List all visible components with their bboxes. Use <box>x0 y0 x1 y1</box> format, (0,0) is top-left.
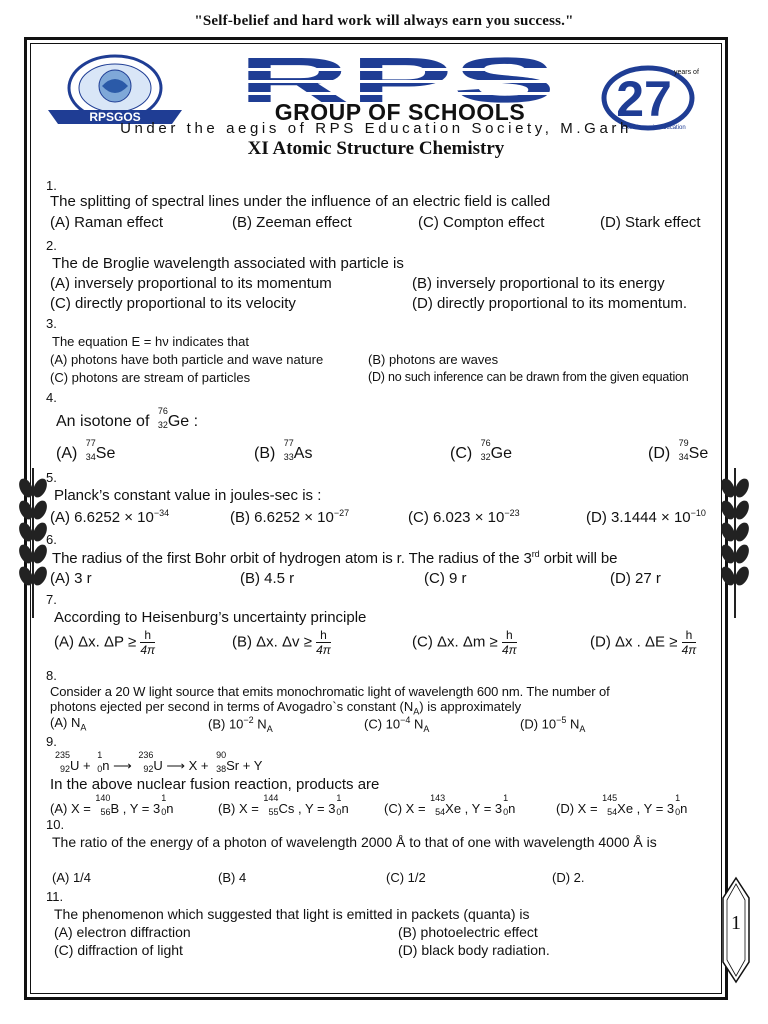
question-text: The radius of the first Bohr orbit of hydrogen atom is r. The radius of the 3rd orbit will be <box>52 549 618 567</box>
page-number: 1 <box>731 912 741 934</box>
option-b: (B) X = 144 55 Cs , Y = 3 1 0 n <box>218 793 349 817</box>
question-number: 9. <box>46 734 57 749</box>
group-of-schools-label: GROUP OF SCHOOLS <box>274 99 526 125</box>
option-d: (D) 2. <box>552 870 585 885</box>
motivational-quote: "Self-belief and hard work will always earn you success." <box>194 13 574 29</box>
question-number: 6. <box>46 532 57 547</box>
anniversary-years-word: years of <box>674 69 699 76</box>
option-d: (D) $3.1444 \times 10^{-10}$ <box>586 508 706 526</box>
option-a: (A) photons have both particle and wave nature <box>50 352 324 367</box>
question-text: The equation E = hν indicates that <box>52 334 249 349</box>
option-a: (A) Δx. ΔP ≥ $\frac{h}{4\pi}$ <box>54 628 156 657</box>
question-text: Consider a 20 W light source that emits monochromatic light of wavelength 600 nm. The number of <box>50 684 610 699</box>
option-b: (B) 4 <box>218 870 247 885</box>
anniversary-number: 27 <box>616 71 672 127</box>
option-a: (A) Raman effect <box>50 214 164 231</box>
option-a: (A) 1/4 <box>52 870 92 885</box>
question-text: An isotone of <box>56 413 150 430</box>
option-c: (C) 1/2 <box>386 870 426 885</box>
option-a: (A) electron diffraction <box>54 924 191 940</box>
reaction-arrow: ⟶ <box>166 758 185 773</box>
question-text-line <box>56 406 199 431</box>
question-text-line-2: photons ejected per second in terms of Avogadro`s constant $(N_A)$ is approximately <box>50 699 522 717</box>
school-header <box>30 44 722 162</box>
question-number: 4. <box>46 390 57 405</box>
question-text: The de Broglie wavelength associated with particle is <box>52 255 404 272</box>
wheat-left-decoration <box>16 468 50 618</box>
option-d: (D) no such inference can be drawn from the given equation <box>368 370 689 384</box>
option-b: (B) 77 33 As <box>254 438 313 462</box>
question-text: According to Heisenburg’s uncertainty principle <box>54 609 367 626</box>
option-b: (B) inversely proportional to its energy <box>412 275 665 292</box>
option-b: (B) 4.5 r <box>240 570 295 587</box>
isotope-notation: 76 32 <box>157 406 168 430</box>
option-c: (C) $6.023 \times 10^{-23}$ <box>408 508 520 526</box>
option-d: (D) black body radiation. <box>398 942 550 958</box>
question-number: 11. <box>46 889 64 904</box>
question-text: The ratio of the energy of a photon of wavelength 2000 Å to that of one with wavelength 4000 Å is <box>52 834 657 850</box>
nuclear-reaction-equation: 235 92 U + 1 0 n ⟶ 236 92 U ⟶ X + 90 38 Sr + Y <box>54 750 263 774</box>
option-d: (D) Stark effect <box>600 214 701 231</box>
option-d: (D) $10^{-5}$ $N_A$ <box>520 715 586 734</box>
question-number: 1. <box>46 178 57 193</box>
wheat-right-decoration <box>718 468 752 618</box>
option-c: (C) 76 32 Ge <box>450 438 513 462</box>
option-b: (B) photons are waves <box>368 352 499 367</box>
option-d: (D) directly proportional to its momentum. <box>412 295 688 312</box>
option-c: (C) Compton effect <box>418 214 545 231</box>
option-a: (A) $N_A$ <box>50 715 87 733</box>
option-a: (A) $6.6252 \times 10^{-34}$ <box>50 508 170 526</box>
question-number: 2. <box>46 238 57 253</box>
seal-banner-text: RPSGOS <box>89 110 141 124</box>
question-number: 5. <box>46 470 57 485</box>
question-text: In the above nuclear fusion reaction, products are <box>50 776 380 793</box>
option-d: (D) 27 r <box>610 570 661 587</box>
question-number: 7. <box>46 592 57 607</box>
element-symbol: Ge : <box>167 413 199 430</box>
option-c: (C) diffraction of light <box>54 942 183 958</box>
aegis-line: Under the aegis of RPS Education Society, M.Garh <box>120 120 632 137</box>
option-a: (A) 77 34 Se <box>56 438 116 462</box>
option-a: (A) inversely proportional to its momentum <box>50 275 332 292</box>
option-b: (B) Zeeman effect <box>232 214 352 231</box>
option-c: (C) Δx. Δm ≥ $\frac{h}{4\pi}$ <box>412 628 517 657</box>
worksheet-title: XI Atomic Structure Chemistry <box>247 138 505 159</box>
question-text: The phenomenon which suggested that light is emitted in packets (quanta) is <box>54 906 530 922</box>
option-b: (B) $10^{-2}$ $N_A$ <box>208 715 273 734</box>
option-c: (C) photons are stream of particles <box>50 370 251 385</box>
option-d: (D) Δx . ΔE ≥ $\frac{h}{4\pi}$ <box>590 628 697 657</box>
option-a: (A) X = 140 56 B , Y = 3 1 0 n <box>50 793 174 817</box>
option-c: (C) 9 r <box>424 570 467 587</box>
option-c: (C) directly proportional to its velocity <box>50 295 296 312</box>
question-text: Planck’s constant value in joules-sec is : <box>54 487 322 504</box>
option-b: (B) photoelectric effect <box>398 924 538 940</box>
option-c: (C) $10^{-4}$ $N_A$ <box>364 715 430 734</box>
anniversary-tagline: Excellence in Education <box>622 125 686 131</box>
option-d: (D) 79 34 Se <box>648 438 709 462</box>
option-d: (D) X = 145 54 Xe , Y = 3 1 0 n <box>556 793 688 817</box>
option-b: (B) Δx. Δv ≥ $\frac{h}{4\pi}$ <box>232 628 331 657</box>
question-number: 8. <box>46 668 57 683</box>
option-a: (A) 3 r <box>50 570 92 587</box>
option-c: (C) X = 143 54 Xe , Y = 3 1 0 n <box>384 793 516 817</box>
option-b: (B) $6.6252 \times 10^{-27}$ <box>230 508 350 526</box>
question-text: The splitting of spectral lines under the influence of an electric field is called <box>50 193 551 210</box>
question-number: 10. <box>46 817 65 832</box>
reaction-arrow: ⟶ <box>113 758 132 773</box>
question-number: 3. <box>46 316 57 331</box>
